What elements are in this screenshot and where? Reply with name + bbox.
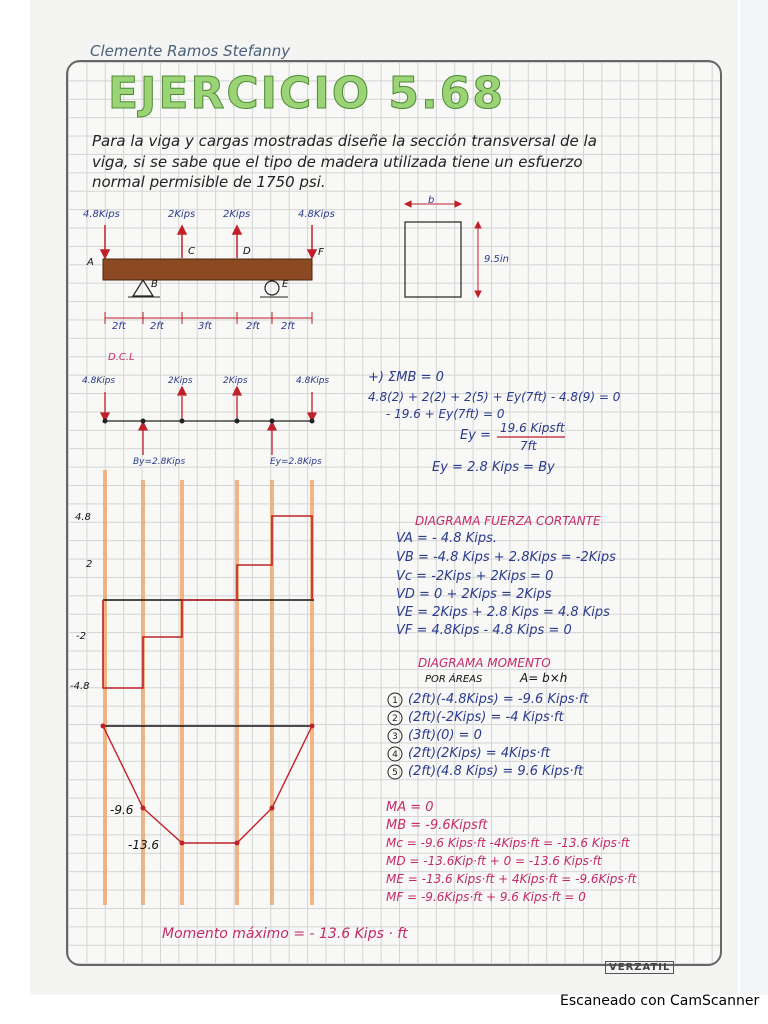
shear-tick-2: 2 [86, 559, 93, 570]
span-3: 3ft [198, 321, 212, 332]
shear-line-e: VE = 2Kips + 2.8 Kips = 4.8 Kips [396, 605, 610, 620]
eq-denominator: 7ft [520, 439, 537, 453]
moment-diagram [103, 726, 312, 843]
shear-tick-4-8: 4.8 [75, 512, 91, 523]
dcl-load-a: 4.8Kips [82, 376, 116, 386]
load-label-f: 4.8Kips [298, 209, 335, 220]
shear-section-title: DIAGRAMA FUERZA CORTANTE [415, 514, 601, 528]
shear-tick-neg-2: -2 [76, 631, 86, 642]
span-4: 2ft [246, 321, 260, 332]
svg-text:3: 3 [392, 732, 398, 742]
moment-me: ME = -13.6 Kips·ft + 4Kips·ft = -9.6Kips·ft [386, 872, 637, 886]
area-formula: A= b×h [520, 671, 568, 685]
reaction-by: By=2.8Kips [133, 457, 186, 467]
point-d: D [243, 246, 251, 257]
span-1: 2ft [112, 321, 126, 332]
statement-line-2: viga, si se sabe que el tipo de madera utilizada tiene un esfuerzo [92, 153, 583, 171]
moment-mb: MB = -9.6Kipsft [386, 818, 488, 833]
shear-line-f: VF = 4.8Kips - 4.8 Kips = 0 [396, 623, 572, 638]
shear-line-d: VD = 0 + 2Kips = 2Kips [396, 587, 552, 602]
point-f: F [318, 247, 324, 258]
beam-load-arrows [101, 225, 316, 258]
shear-diagram [103, 516, 312, 688]
cross-section-rect [405, 222, 461, 297]
load-label-c: 2Kips [168, 209, 196, 220]
shear-tick-neg-4-8: -4.8 [70, 681, 90, 692]
reaction-ey: Ey=2.8Kips [270, 457, 322, 467]
moment-label-neg-13-6: -13.6 [128, 838, 160, 852]
span-5: 2ft [281, 321, 295, 332]
svg-text:5: 5 [392, 768, 398, 778]
dcl-load-d: 2Kips [223, 376, 248, 386]
eq-ey-label: Ey = [460, 428, 491, 443]
moment-mf: MF = -9.6Kips·ft + 9.6 Kips·ft = 0 [386, 890, 586, 904]
area-2: (2ft)(-2Kips) = -4 Kips·ft [408, 710, 564, 725]
moment-md: MD = -13.6Kip·ft + 0 = -13.6 Kips·ft [386, 854, 602, 868]
span-2: 2ft [150, 321, 164, 332]
dcl-title: D.C.L [108, 352, 135, 363]
shear-line-a: VA = - 4.8 Kips. [396, 531, 497, 546]
eq-sum-moments: +) ΣMB = 0 [368, 370, 444, 385]
dcl-load-f: 4.8Kips [296, 376, 330, 386]
moment-ma: MA = 0 [386, 800, 434, 815]
statement-line-1: Para la viga y cargas mostradas diseñe la sección transversal de la [92, 132, 597, 150]
svg-text:2: 2 [392, 714, 398, 724]
svg-text:4: 4 [392, 750, 398, 760]
shear-line-c: Vc = -2Kips + 2Kips = 0 [396, 569, 554, 584]
area-5: (2ft)(4.8 Kips) = 9.6 Kips·ft [408, 764, 584, 779]
eq-numerator: 19.6 Kipsft [500, 421, 565, 435]
roller-support-e [265, 281, 279, 295]
eq-result: Ey = 2.8 Kips = By [432, 460, 555, 475]
area-4: (2ft)(2Kips) = 4Kips·ft [408, 746, 551, 761]
eq-moment-equation: 4.8(2) + 2(2) + 2(5) + Ey(7ft) - 4.8(9) = 0 [368, 390, 621, 404]
section-dimensions [405, 201, 481, 297]
section-width: b [428, 195, 435, 206]
eq-simplified: - 19.6 + Ey(7ft) = 0 [386, 407, 505, 421]
load-label-a: 4.8Kips [83, 209, 120, 220]
pin-support-b [133, 280, 153, 296]
point-a: A [87, 257, 94, 268]
wood-beam [103, 259, 312, 280]
svg-text:1: 1 [392, 696, 398, 706]
moment-section-title: DIAGRAMA MOMENTO [418, 656, 551, 670]
moment-method: POR ÁREAS [425, 674, 483, 685]
point-e: E [282, 279, 289, 290]
dcl-load-c: 2Kips [168, 376, 193, 386]
point-c: C [188, 246, 195, 257]
moment-label-neg-9-6: -9.6 [110, 803, 134, 817]
notebook-brand: VERZATIL [605, 961, 674, 974]
max-moment-conclusion: Momento máximo = - 13.6 Kips · ft [162, 926, 408, 942]
area-1: (2ft)(-4.8Kips) = -9.6 Kips·ft [408, 692, 589, 707]
point-b: B [151, 279, 158, 290]
area-3: (3ft)(0) = 0 [408, 728, 482, 743]
moment-points [101, 724, 315, 846]
author-name: Clemente Ramos Stefanny [90, 42, 291, 60]
scanner-watermark: Escaneado con CamScanner [560, 993, 760, 1009]
shear-line-b: VB = -4.8 Kips + 2.8Kips = -2Kips [396, 550, 616, 565]
moment-mc: Mc = -9.6 Kips·ft -4Kips·ft = -13.6 Kips·ft [386, 836, 630, 850]
page-title: EJERCICIO 5.68 [108, 68, 505, 119]
load-label-d: 2Kips [223, 209, 251, 220]
section-height: 9.5in [484, 254, 510, 265]
statement-line-3: normal permisible de 1750 psi. [92, 173, 326, 191]
